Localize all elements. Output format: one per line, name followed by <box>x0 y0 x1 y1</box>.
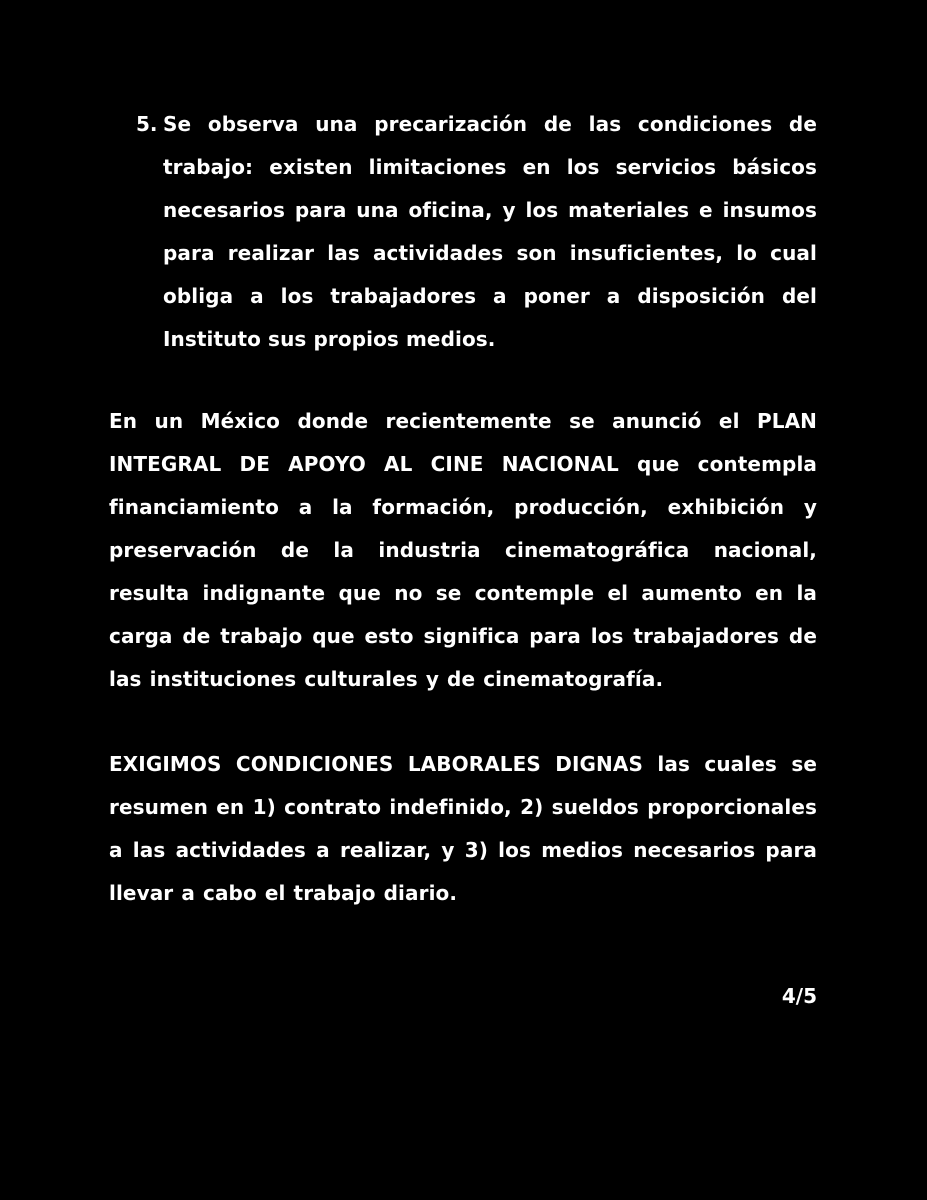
page-number: 4/5 <box>781 984 817 1008</box>
list-item-number: 5. <box>136 112 158 136</box>
list-item-text: Se observa una precarización de las condiciones de trabajo: existen limitaciones en los servicios básicos necesarios para una oficina, y los materiales e insumos para realizar las actividades son insuficientes, lo cual obliga a los trabajadores a poner a disposición del Instituto sus propios medios. <box>163 112 817 351</box>
paragraph-demands: EXIGIMOS CONDICIONES LABORALES DIGNAS las cuales se resumen en 1) contrato indefinido, 2) sueldos proporcionales a las actividades a realizar, y 3) los medios necesarios para llevar a cabo el trabajo diario. <box>109 752 817 905</box>
paragraph-cinema-plan: En un México donde recientemente se anunció el PLAN INTEGRAL DE APOYO AL CINE NACIONAL que contempla financiamiento a la formación, producción, exhibición y preservación de la industria cinematográfica nacional, resulta indignante que no se contemple el aumento en la carga de trabajo que esto significa para los trabajadores de las instituciones culturales y de cinematografía. <box>109 409 817 691</box>
